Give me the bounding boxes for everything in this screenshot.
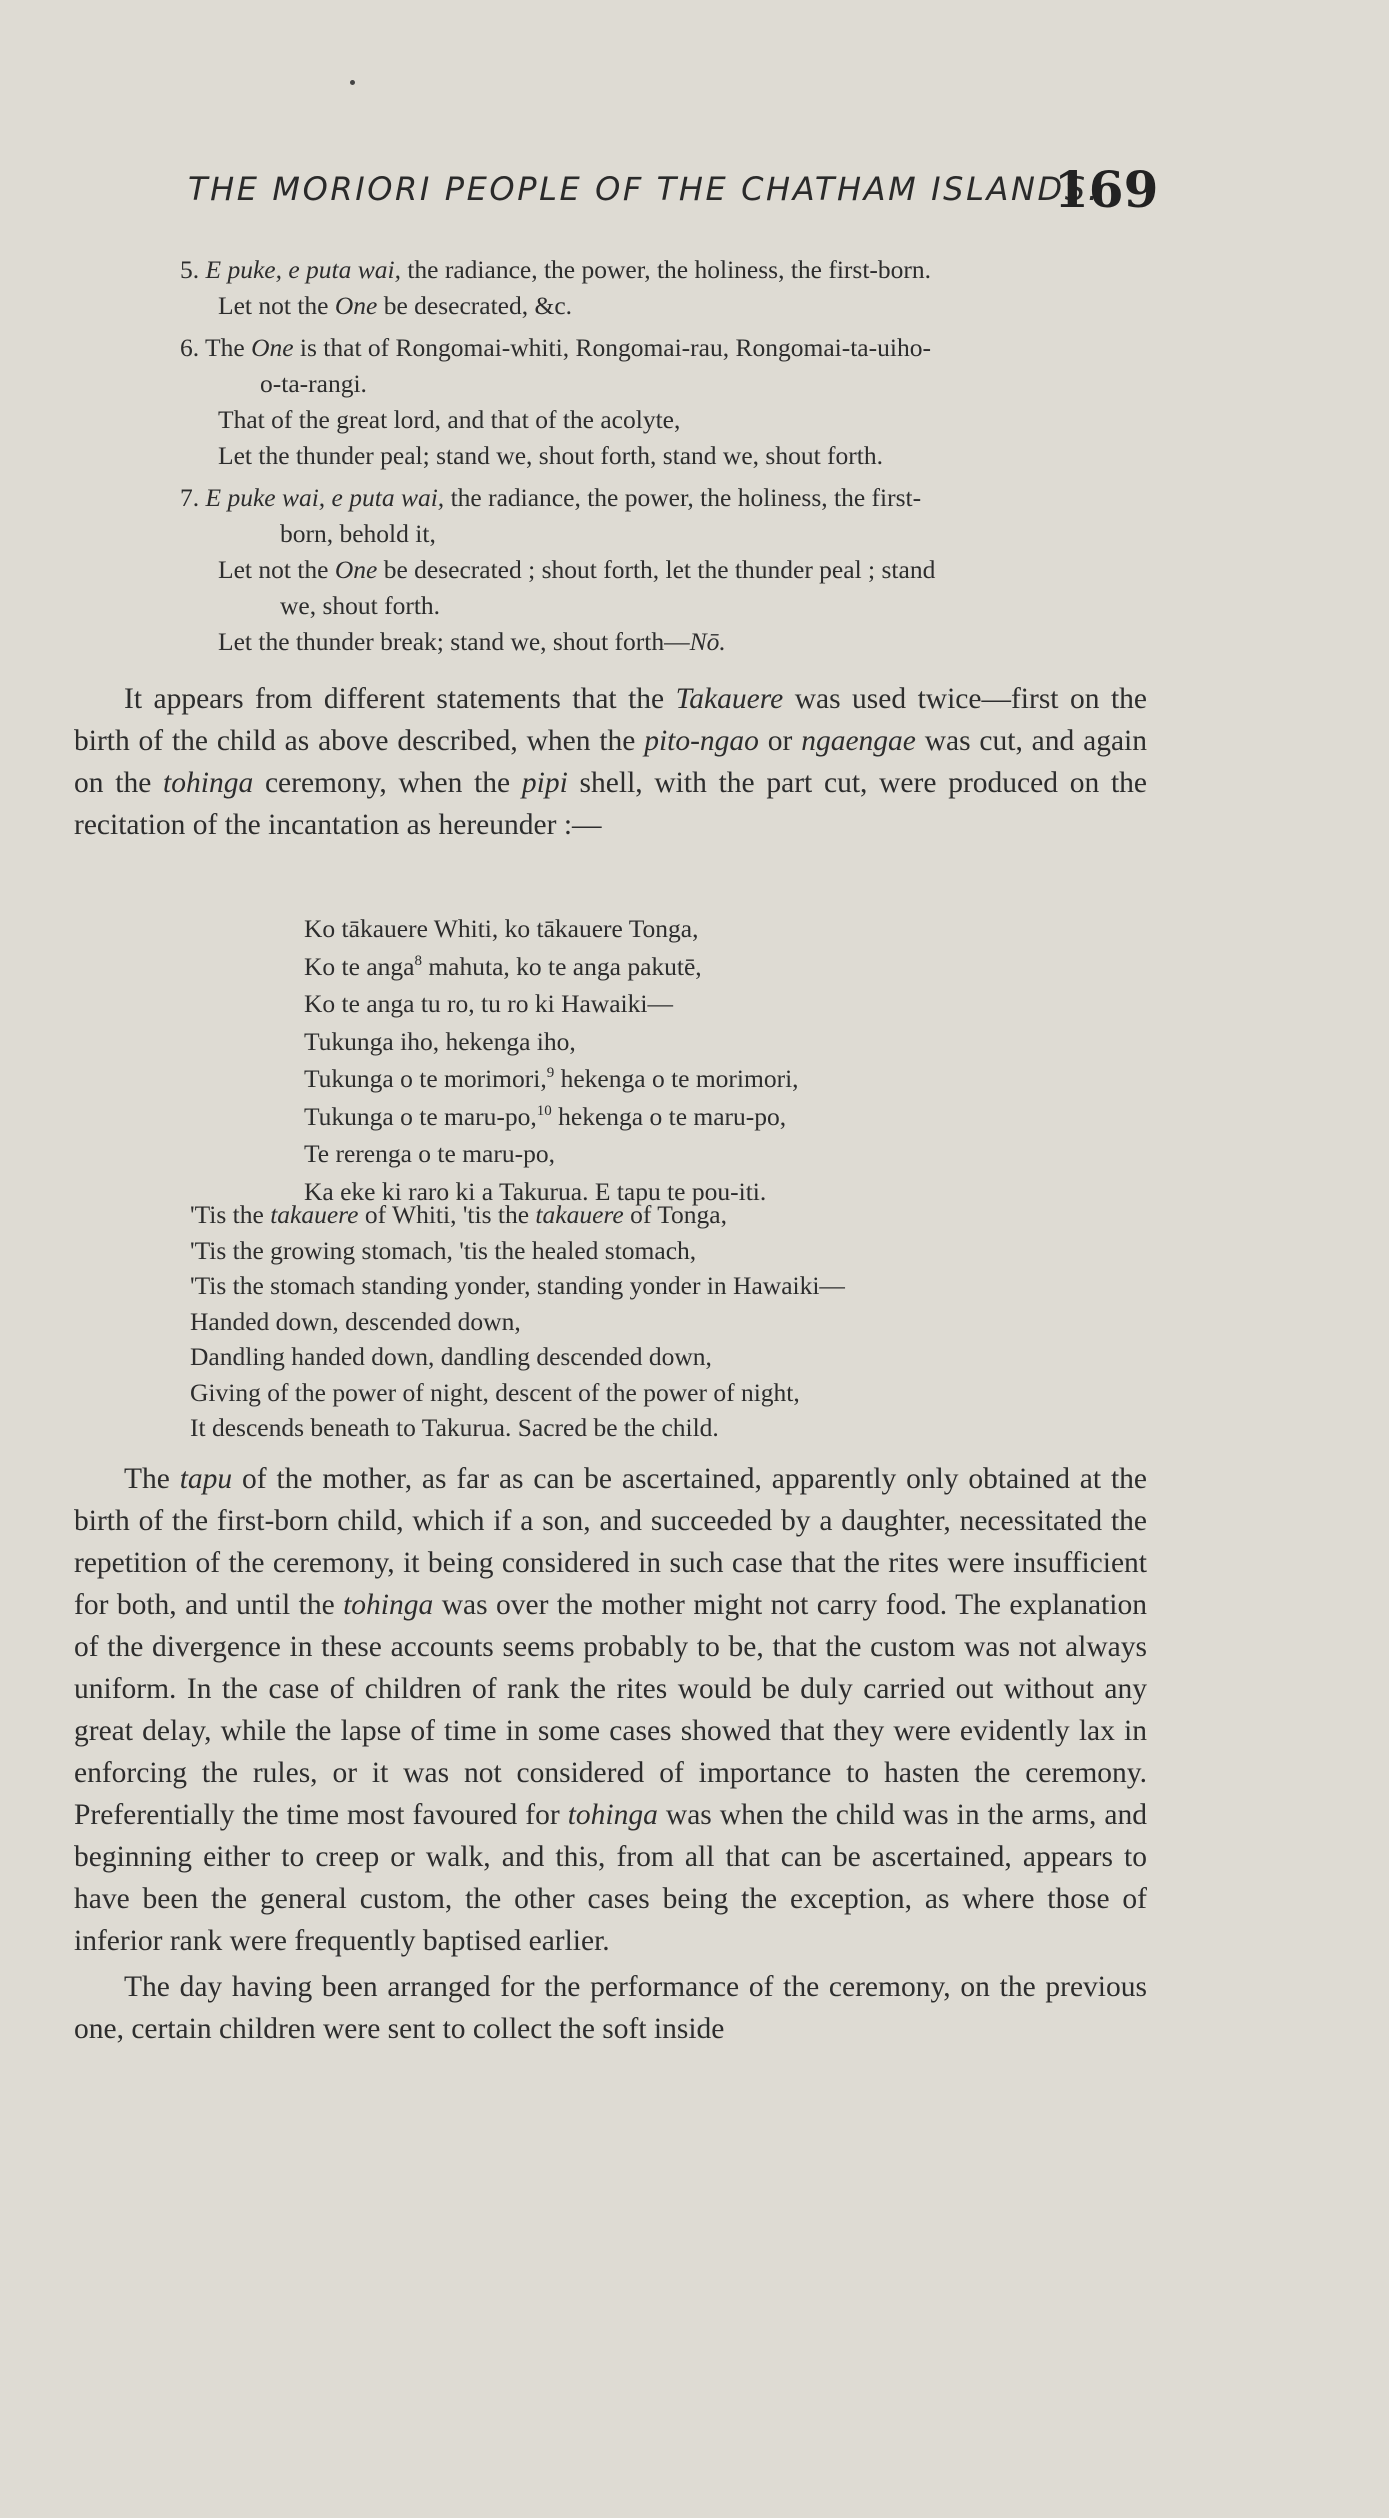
text-run: Ko tākauere Whiti, ko tākauere Tonga, [304, 914, 699, 943]
italic-term: Nō. [689, 627, 726, 656]
text-run: Giving of the power of night, descent of the power of night, [190, 1377, 800, 1407]
text-run: 'Tis the stomach standing yonder, standing yonder in Hawaiki— [190, 1271, 845, 1300]
text-run: was cut, and again on the [74, 725, 1147, 799]
print-speck [350, 80, 355, 85]
text-run: born, behold it, [280, 519, 436, 548]
text-run: was over the mother might not carry food. The explanation of the divergence in these accounts seems probably to be, that the custom was not always uniform. In the case of children of rank the rites would be duly carried out without any great delay, while the lapse of time in some cases showed that they were evidently lax in enforcing the rules, or it was not considered of importance to hasten the ceremony. Preferentially the time most favoured for [74, 1589, 1147, 1831]
incantation-translation [190, 1197, 845, 1446]
text-run: Ka eke ki raro ki a Takurua. E tapu te pou-iti. [304, 1176, 767, 1206]
verse-line [180, 288, 935, 324]
italic-term: E puke, e puta wai, [205, 255, 401, 284]
italic-term: One [334, 555, 378, 584]
verse-line [180, 402, 935, 438]
incantation-line [304, 910, 799, 948]
text-run: Dandling handed down, dandling descended down, [190, 1342, 712, 1371]
footnote-ref: 9 [546, 1065, 555, 1081]
italic-term: Takauere [675, 683, 784, 715]
text-run: of Tonga, [623, 1200, 727, 1229]
text-run: That of the great lord, and that of the acolyte, [218, 405, 681, 434]
paragraph-text [74, 1458, 1147, 1962]
italic-term: E puke wai, e puta wai, [205, 483, 445, 512]
text-run: Tukunga iho, hekenga iho, [304, 1026, 576, 1056]
verse-line [180, 588, 935, 624]
paragraph-text [74, 678, 1147, 846]
verse-5 [180, 252, 935, 324]
translation-line [190, 1304, 845, 1340]
text-run: was when the child was in the arms, and beginning either to creep or walk, and this, from all that can be ascertained, appears to have been the general custom, the other cases being the exception, as where those of inferior rank were frequently baptised earlier. [74, 1799, 1147, 1957]
text-run: be desecrated ; shout forth, let the thunder peal ; stand [377, 555, 936, 584]
translation-line [190, 1375, 845, 1411]
italic-term: takauere [535, 1200, 624, 1229]
text-run: the radiance, the power, the holiness, the first-born. [400, 255, 932, 284]
text-run: 'Tis the growing stomach, 'tis the healed stomach, [190, 1235, 697, 1265]
text-run: the radiance, the power, the holiness, the first- [444, 483, 922, 512]
text-run: 5. [180, 255, 206, 284]
text-run: Tukunga o te maru-po, [304, 1101, 537, 1131]
text-run: or [758, 725, 802, 757]
footnote-ref: 8 [414, 952, 422, 969]
text-run: of the mother, as far as can be ascertained, apparently only obtained at the birth of the first-born child, which if a son, and succeeded by a daughter, necessitated the repetition of the ceremony, it being considered in such case that the rites were insufficient for both, and until the [74, 1463, 1147, 1621]
italic-term: One [251, 333, 294, 362]
paragraph-tapu [74, 1458, 1147, 2050]
italic-term: tapu [179, 1463, 233, 1495]
text-run: hekenga o te morimori, [554, 1064, 799, 1093]
text-run: is that of Rongomai-whiti, Rongomai-rau, Rongomai-ta-uiho- [293, 333, 931, 362]
text-run: Let the thunder break; stand we, shout forth— [218, 627, 690, 656]
text-run: Te rerenga o te maru-po, [304, 1139, 555, 1168]
text-run: was used twice—first on the birth of the child as above described, when the [74, 683, 1147, 757]
paragraph-text [74, 1966, 1147, 2050]
text-run: The day having been arranged for the performance of the ceremony, on the previous one, certain children were sent to collect the soft inside [74, 1971, 1147, 2045]
italic-term: tohinga [567, 1799, 658, 1831]
text-run: o-ta-rangi. [260, 369, 367, 398]
translation-line [190, 1233, 845, 1269]
italic-term: One [334, 291, 378, 320]
verse-stanzas [180, 252, 935, 666]
paragraph-takauere [74, 678, 1147, 846]
incantation-maori [304, 910, 799, 1210]
text-run: The [124, 1463, 180, 1495]
verse-line [180, 480, 935, 516]
text-run: Ko te anga tu ro, tu ro ki Hawaiki— [304, 989, 673, 1018]
verse-line [180, 252, 935, 288]
verse-line [180, 366, 935, 402]
text-run: of Whiti, 'tis the [358, 1200, 536, 1229]
text-run: be desecrated, &c. [377, 291, 573, 320]
text-run: ceremony, when the [253, 767, 522, 799]
incantation-line [304, 985, 799, 1023]
incantation-line [304, 1023, 799, 1061]
text-run: Let not the [218, 555, 335, 584]
italic-term: tohinga [163, 767, 254, 799]
incantation-line [304, 948, 799, 986]
translation-line [190, 1339, 845, 1375]
text-run: It descends beneath to Takurua. Sacred be the child. [190, 1413, 719, 1442]
text-run: Tukunga o te morimori, [304, 1064, 547, 1093]
verse-line [180, 516, 935, 552]
footnote-ref: 10 [536, 1102, 552, 1119]
italic-term: tohinga [343, 1589, 434, 1621]
italic-term: pipi [521, 767, 568, 799]
text-run: Let not the [218, 291, 335, 320]
italic-term: ngaengae [801, 725, 916, 757]
text-run: It appears from different statements that the [124, 683, 676, 715]
text-run: 'Tis the [190, 1200, 271, 1229]
text-run: shell, with the part cut, were produced on the recitation of the incantation as hereunder :— [74, 767, 1147, 841]
incantation-line [304, 1060, 799, 1098]
verse-line [180, 624, 935, 660]
text-run: 7. [180, 483, 206, 512]
text-run: we, shout forth. [280, 591, 441, 620]
translation-line [190, 1410, 845, 1446]
italic-term: takauere [270, 1200, 359, 1229]
verse-6 [180, 330, 935, 474]
running-head [188, 160, 1198, 228]
verse-7 [180, 480, 935, 660]
page-number: 169 [1054, 160, 1159, 219]
running-title: THE MORIORI PEOPLE OF THE CHATHAM ISLANDS. [188, 170, 1101, 208]
text-run: Ko te anga [304, 951, 415, 981]
italic-term: pito-ngao [644, 725, 759, 757]
text-run: mahuta, ko te anga pakutē, [421, 951, 702, 981]
text-run: Let the thunder peal; stand we, shout forth, stand we, shout forth. [218, 441, 883, 470]
verse-line [180, 438, 935, 474]
translation-line [190, 1197, 845, 1233]
verse-line [180, 552, 935, 588]
text-run: Handed down, descended down, [190, 1306, 521, 1336]
verse-line [180, 330, 935, 366]
translation-line [190, 1268, 845, 1304]
incantation-line [304, 1135, 799, 1173]
incantation-line [304, 1098, 799, 1136]
text-run: hekenga o te maru-po, [551, 1101, 787, 1131]
text-run: 6. The [180, 333, 252, 362]
